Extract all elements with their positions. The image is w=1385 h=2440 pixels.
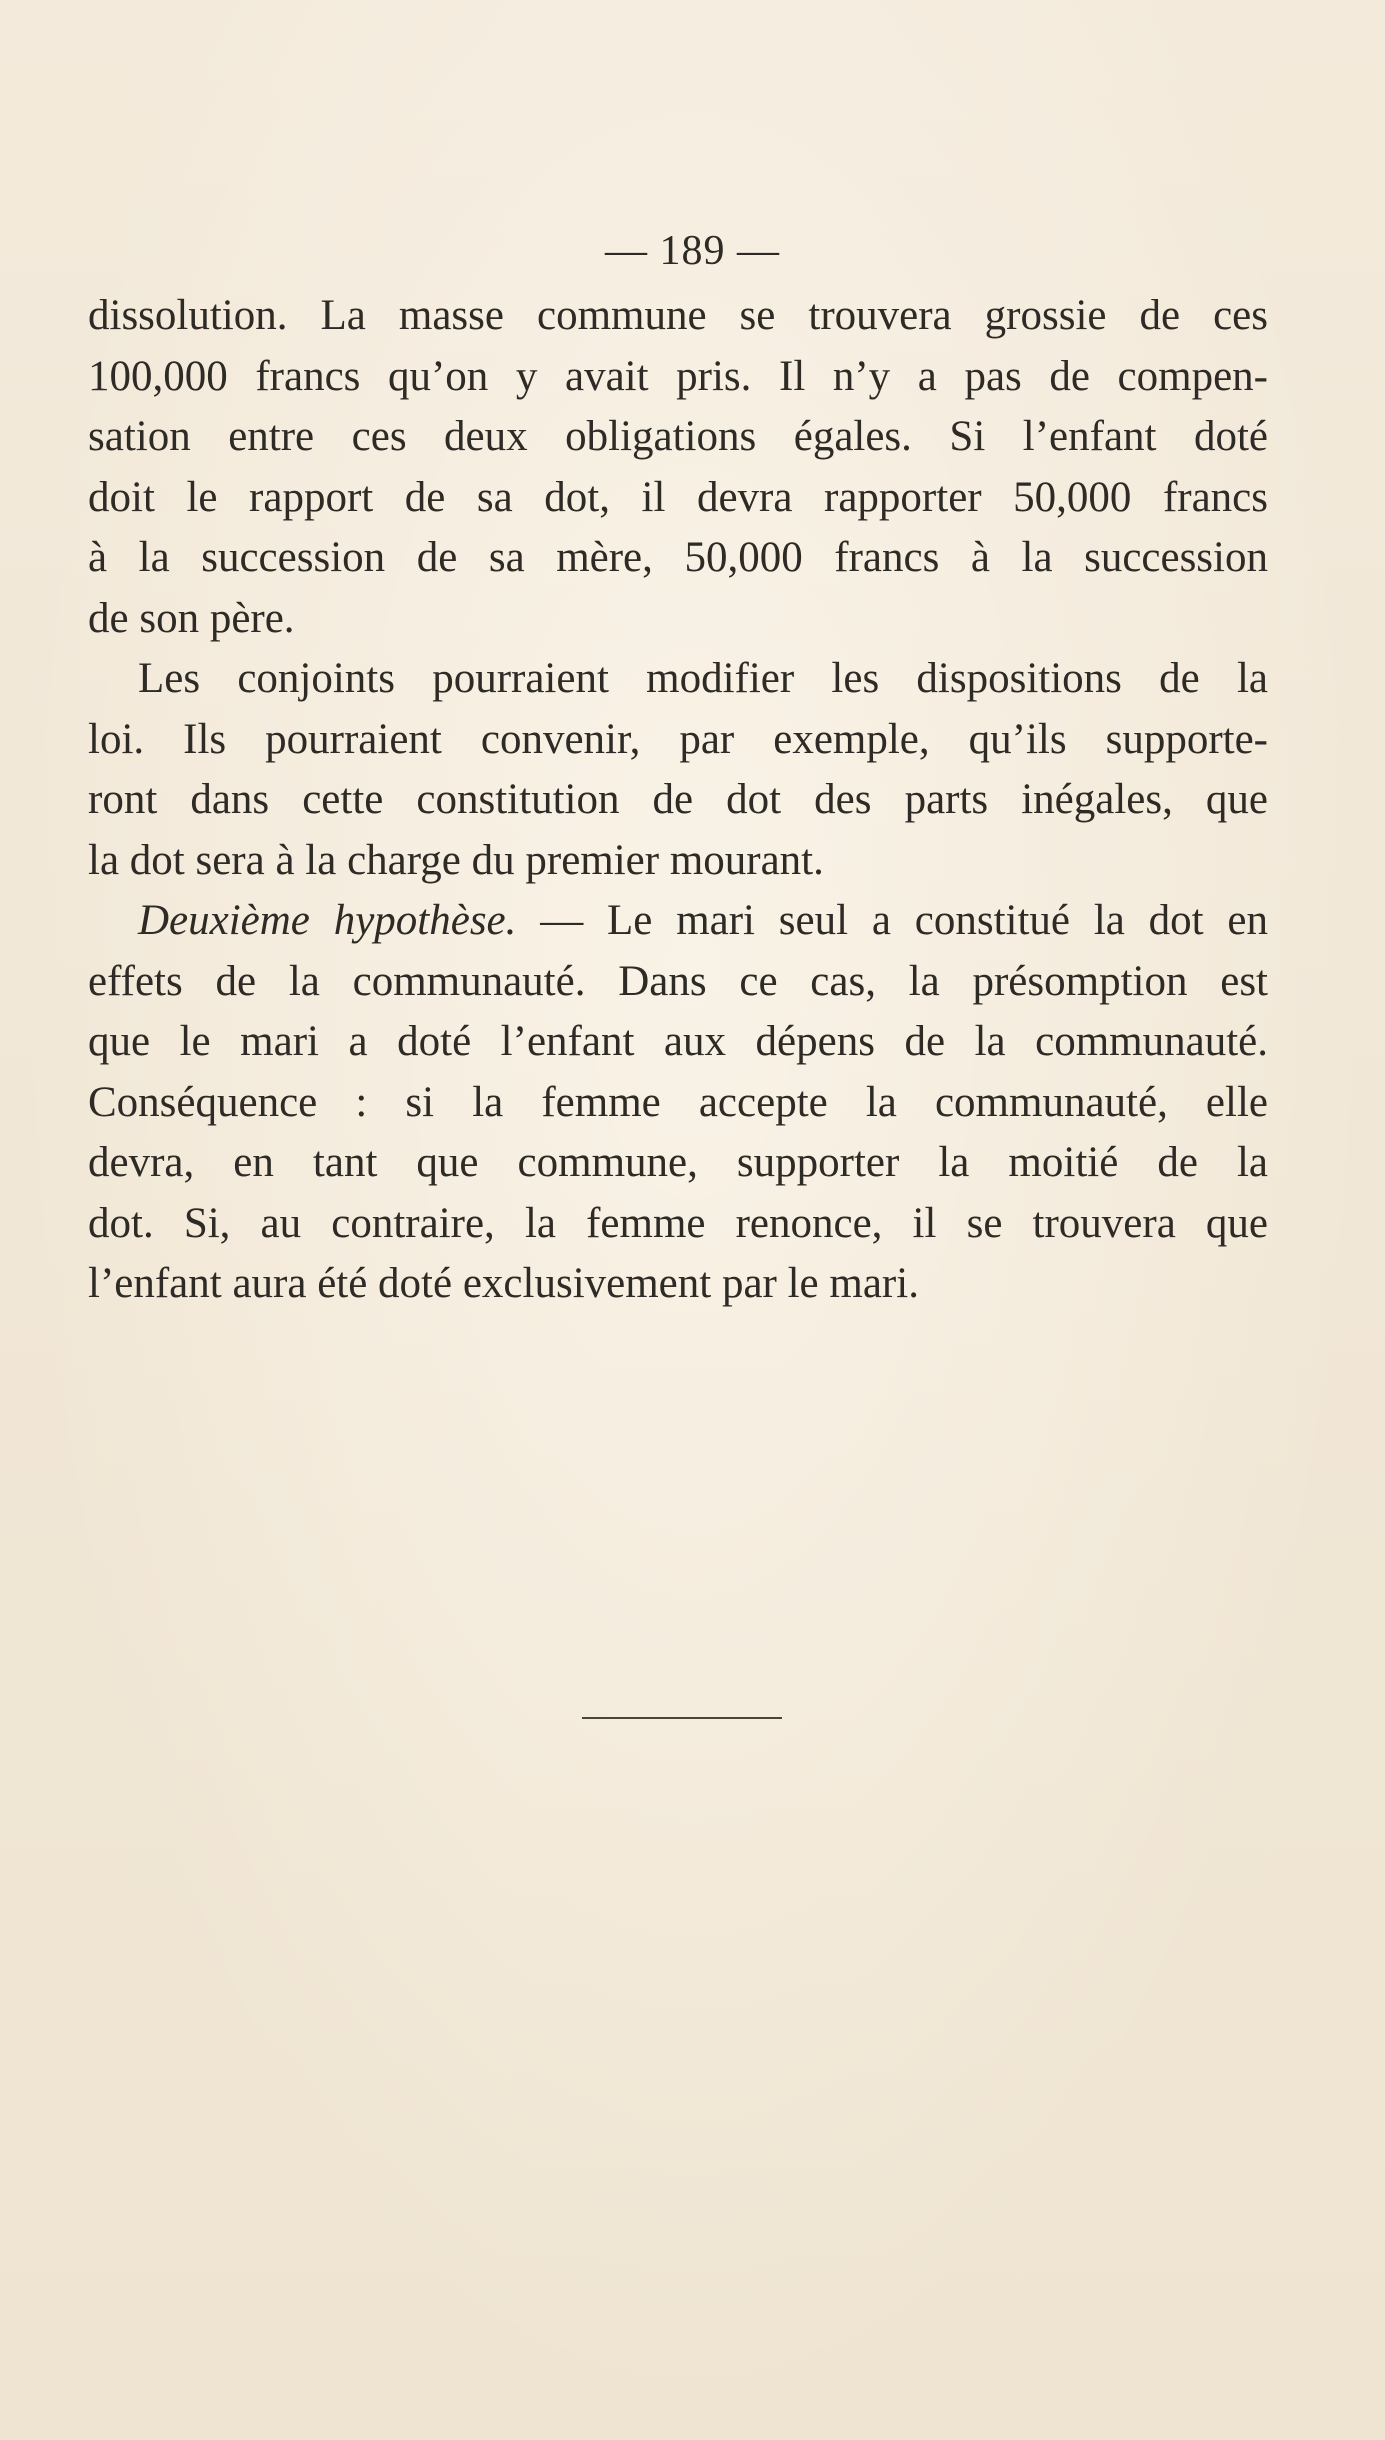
text-line: loi. Ils pourraient convenir, par exemple, qu’ils supporte- [88,715,1268,763]
text-line: dot. Si, au contraire, la femme renonce, il se trouvera que [88,1199,1268,1247]
section-heading: Deuxième hypothèse. [138,897,517,944]
heading-continuation: — Le mari seul a constitué la dot en [540,897,1269,944]
text-line: Conséquence : si la femme accepte la communauté, elle [88,1078,1268,1126]
text-line: ront dans cette constitution de dot des parts inégales, que [88,776,1268,823]
text-line: sation entre ces deux obligations égales. Si l’enfant doté [88,413,1268,460]
page-number: — 189 — [605,228,780,274]
text-line: 100,000 francs qu’on y avait pris. Il n’y a pas de compen- [88,352,1268,400]
text-line: Les conjoints pourraient modifier les dispositions de la [138,655,1268,702]
text-line: doit le rapport de sa dot, il devra rapporter 50,000 francs [88,473,1268,521]
body-text [88,286,1268,1315]
text-line: dissolution. La masse commune se trouvera grossie de ces [88,292,1268,339]
text-line: effets de la communauté. Dans ce cas, la présomption est [88,957,1268,1005]
text-line: devra, en tant que commune, supporter la moitié de la [88,1139,1268,1186]
horizontal-rule [582,1717,782,1719]
text-line: que le mari a doté l’enfant aux dépens de la communauté. [88,1018,1268,1065]
text-line: la dot sera à la charge du premier mourant. [88,836,824,884]
text-line: l’enfant aura été doté exclusivement par le mari. [88,1260,919,1307]
text-line: à la succession de sa mère, 50,000 francs à la succession [88,534,1268,581]
text-line [88,891,1268,952]
text-line: de son père. [88,594,295,642]
